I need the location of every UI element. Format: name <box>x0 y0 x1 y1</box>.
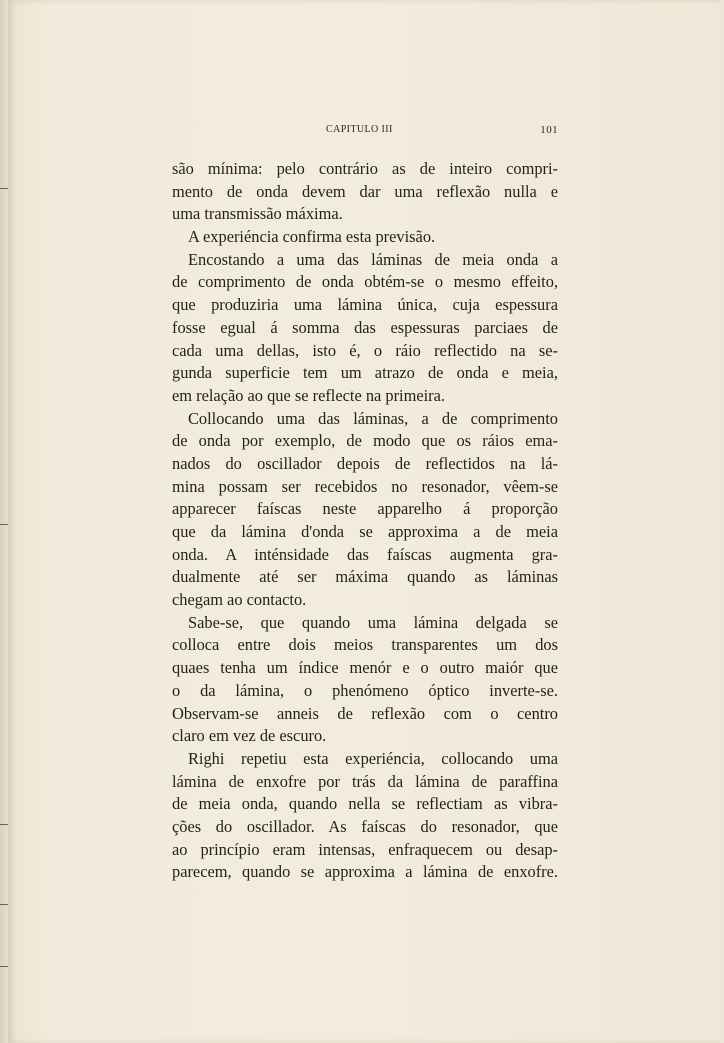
text-line: Sabe-se, que quando uma lámina delgada se <box>188 612 558 632</box>
text-line: claro em vez de escuro. <box>172 726 327 746</box>
text-line: dualmente até ser máxima quando as láminas <box>172 567 558 587</box>
page-number: 101 <box>540 124 558 136</box>
text-line: gunda superficie tem um atrazo de onda e meia, <box>172 363 558 383</box>
text-line: Observam-se anneis de reflexão com o centro <box>172 703 558 723</box>
text-line: apparecer faíscas neste apparelho á proporção <box>172 499 558 519</box>
text-line: uma transmissão máxima. <box>172 204 343 224</box>
page-header <box>166 124 558 140</box>
text-line: lámina de enxofre por trás da lámina de paraffina <box>172 771 558 791</box>
text-line: chegam ao contacto. <box>172 590 307 610</box>
text-line: de meia onda, quando nella se reflectiam as vibra- <box>172 794 558 814</box>
body-text <box>172 158 558 884</box>
book-gutter <box>0 0 8 1043</box>
text-line: ções do oscillador. As faíscas do resonador, que <box>172 816 558 836</box>
text-line: Collocando uma das láminas, a de comprimento <box>188 408 558 428</box>
text-line: de comprimento de onda obtém-se o mesmo effeito, <box>172 272 558 292</box>
text-line: Righi repetiu esta experiéncia, collocando uma <box>188 748 558 768</box>
text-line: ao princípio eram intensas, enfraquecem ou desap- <box>172 839 558 859</box>
text-line: de onda por exemplo, de modo que os ráios ema- <box>172 431 558 451</box>
text-line: são mínima: pelo contrário as de inteiro compri- <box>172 159 558 178</box>
text-line: nados do oscillador depois de reflectidos na lá- <box>172 453 558 473</box>
text-line: Encostando a uma das láminas de meia onda a <box>188 249 558 269</box>
text-line: onda. A inténsidade das faíscas augmenta gra- <box>172 544 558 564</box>
text-line: quaes tenha um índice menór e o outro maiór que <box>172 658 558 678</box>
text-line: fosse egual á somma das espessuras parciaes de <box>172 317 558 337</box>
text-line: que produziria uma lámina única, cuja espessura <box>172 295 558 315</box>
text-line: o da lámina, o phenómeno óptico inverte-se. <box>172 680 558 700</box>
text-line: A experiéncia confirma esta previsão. <box>188 227 436 247</box>
text-line: em relação ao que se reflecte na primeira. <box>172 385 446 405</box>
text-line: colloca entre dois meios transparentes um dos <box>172 635 558 655</box>
text-line: cada uma dellas, isto é, o ráio reflectido na se- <box>172 340 558 360</box>
text-line: mina possam ser recebidos no resonador, vêem-se <box>172 476 558 496</box>
running-head: CAPITULO III <box>326 124 393 135</box>
text-line: que da lámina d'onda se approxima a de meia <box>172 522 558 541</box>
text-line: parecem, quando se approxima a lámina de enxofre. <box>172 862 558 882</box>
text-line: mento de onda devem dar uma reflexão nulla e <box>172 181 558 201</box>
